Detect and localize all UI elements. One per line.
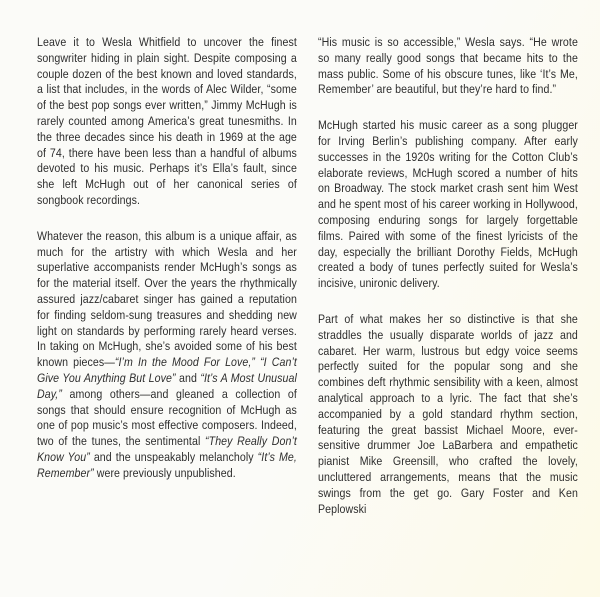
text-column-right [318, 35, 578, 517]
text-run: McHugh started his music career as a song plugger for Irving Berlin’s publishing company. After early successes in the 1920s writing for the Cotton Club’s elaborate reviews, McHugh scored a number of hits on Broadway. The stock market crash sent him West and he spent most of his career working in Hollywood, composing enduring songs for largely forgettable films. Paired with some of the finest lyricists of the day, especially the brilliant Dorothy Fields, McHugh created a body of tunes perfectly suited for Wesla’s incisive, unironic delivery. [318, 118, 578, 291]
text-run: “His music is so accessible,” Wesla says. “He wrote so many really good songs that became hits to the mass public. Some of his obscure tunes, like ‘It’s Me, Remember’ are beautiful, but they’re hard to find.” [318, 35, 578, 97]
paragraph [37, 229, 297, 482]
text-run: and the unspeakably melancholy [89, 449, 258, 464]
text-run: Whatever the reason, this album is a unique affair, as much for the artistry with which Wesla and her superlative accompanists render McHugh’s songs as for the material itself. Over the years the rhythmically assured jazz/cabaret singer has gained a reputation for finding seldom-sung treasures and shedding new light on standards by performing rarely heard verses. In taking on McHugh, she’s avoided some of his best known pieces— [37, 228, 297, 370]
text-run: were previously unpublished. [93, 465, 236, 480]
paragraph [318, 35, 578, 98]
text-column-left [37, 35, 297, 482]
text-run: among others—and gleaned a collection of songs that should ensure recognition of McHugh as one of pop music’s most effective composers. Indeed, two of the tunes, the sentimental [37, 386, 297, 449]
text-run: and [175, 370, 201, 385]
paragraph [318, 312, 578, 517]
paragraph [318, 118, 578, 292]
song-title-italic: “They Really Don’t Know You” [37, 434, 297, 464]
song-title-italic: “It’s Me, Remember” [37, 449, 297, 480]
text-run: Leave it to Wesla Whitfield to uncover the finest songwriter hiding in plain sight. Despite composing a couple dozen of the best known and loved standards, a list that includes, in the words of Alec Wilder, “some of the best pop songs ever written,” Jimmy McHugh is rarely counted among America’s great tunesmiths. In the three decades since his death in 1969 at the age of 74, there have been less than a handful of albums devoted to his music. Perhaps it’s Ella’s fault, since she left McHugh out of her canonical series of songbook recordings. [37, 35, 297, 207]
song-title-italic: “It’s A Most Unusual Day,” [37, 370, 297, 401]
text-run: Part of what makes her so distinctive is that she straddles the usually disparate worlds of jazz and cabaret. Her warm, lustrous but edgy voice seems perfectly suited for the popular song and she combines deft rhythmic sensibility with a keen, almost analytical approach to a lyric. The fact that she’s accompanied by a gold standard rhythm section, featuring the great bassist Michael Moore, ever-sensitive drummer Joe LaBarbera and empathetic pianist Mike Greensill, who crafted the lovely, uncluttered arrangements, means that the music swings from the get go. Gary Foster and Ken Peplowski [318, 311, 578, 516]
song-title-italic: “I’m In the Mood For Love,” “I Can’t Give You Anything But Love” [37, 355, 297, 385]
paragraph [37, 35, 297, 209]
